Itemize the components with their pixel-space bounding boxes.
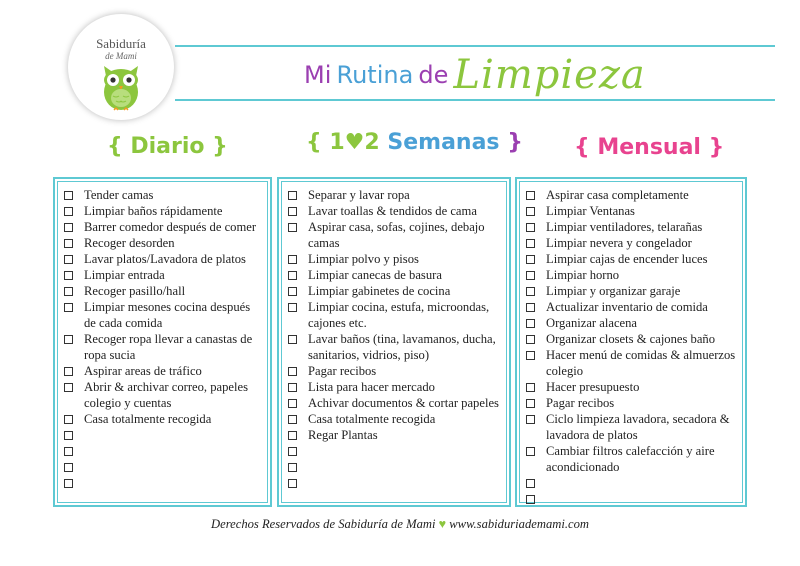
task-label: Limpiar nevera y congelador [546,236,692,250]
checkbox[interactable] [288,447,297,456]
task-item [288,379,502,395]
checkbox[interactable] [526,335,535,344]
task-item [526,219,738,235]
heading-number-2: 2 [364,130,380,155]
task-label: Lavar toallas & tendidos de cama [308,204,477,218]
checkbox[interactable] [526,319,535,328]
checkbox[interactable] [526,303,535,312]
checkbox[interactable] [64,207,73,216]
task-label: Lista para hacer mercado [308,380,435,394]
checkbox[interactable] [288,303,297,312]
logo-brand-subtext: de Mami [105,51,137,61]
task-label: Limpiar cocina, estufa, microondas, cajones etc. [308,300,490,330]
checkbox[interactable] [288,383,297,392]
task-label: Recoger ropa llevar a canastas de ropa sucia [84,332,253,362]
task-label: Limpiar canecas de basura [308,268,442,282]
task-item [288,363,502,379]
task-item [64,331,263,363]
task-label: Limpiar mesones cocina después de cada comida [84,300,251,330]
title-word-mi: Mi [304,61,332,89]
heading-text: Mensual [597,135,701,160]
task-list [520,182,742,507]
task-item [526,475,738,491]
heading-text: Semanas [387,130,500,155]
checkbox[interactable] [64,271,73,280]
header-top-line-left [175,45,270,47]
task-item [64,203,263,219]
checkbox[interactable] [64,447,73,456]
heart-icon: ♥ [438,517,447,531]
checkbox[interactable] [288,431,297,440]
task-label: Pagar recibos [308,364,377,378]
checkbox[interactable] [288,223,297,232]
checkbox[interactable] [288,271,297,280]
checkbox[interactable] [64,335,73,344]
checkbox[interactable] [64,383,73,392]
task-item [64,411,263,427]
task-label: Separar y lavar ropa [308,188,410,202]
task-item [526,395,738,411]
task-item [526,299,738,315]
checkbox[interactable] [64,479,73,488]
checklist-inner-border [57,181,268,503]
task-label: Limpiar cajas de encender luces [546,252,708,266]
task-item [526,443,738,475]
checkbox[interactable] [526,287,535,296]
checkbox[interactable] [526,271,535,280]
checkbox[interactable] [526,383,535,392]
task-label [84,428,87,442]
task-item [288,203,502,219]
task-item [64,443,263,459]
task-item [64,219,263,235]
task-item [526,411,738,443]
title-word-limpieza: Limpieza [453,52,646,98]
task-item [288,299,502,331]
task-item [64,283,263,299]
checklist-mensual [515,177,747,507]
task-item [526,251,738,267]
task-label: Limpiar entrada [84,268,165,282]
footer [0,517,800,532]
task-label: Hacer presupuesto [546,380,640,394]
task-item [526,187,738,203]
brace-open: { [574,135,590,160]
task-label: Limpiar Ventanas [546,204,635,218]
checkbox[interactable] [64,239,73,248]
checkbox[interactable] [288,399,297,408]
checkbox[interactable] [64,415,73,424]
task-label: Recoger pasillo/hall [84,284,186,298]
task-label: Limpiar y organizar garaje [546,284,681,298]
task-label: Hacer menú de comidas & almuerzos colegio [546,348,736,378]
checkbox[interactable] [526,495,535,504]
task-item [64,379,263,411]
task-item [288,459,502,475]
heading-text: Diario [130,134,205,159]
logo-badge [68,14,174,120]
task-label: Abrir & archivar correo, papeles colegio y cuentas [84,380,248,410]
task-item [288,475,502,491]
task-item [526,491,738,507]
brace-open: { [306,130,322,155]
task-label: Aspirar casa completamente [546,188,689,202]
checkbox[interactable] [288,207,297,216]
brace-open: { [107,134,123,159]
task-item [526,347,738,379]
task-item [288,187,502,203]
checkbox[interactable] [64,255,73,264]
checkbox[interactable] [526,399,535,408]
task-label: Lavar platos/Lavadora de platos [84,252,246,266]
task-item [526,267,738,283]
task-item [64,363,263,379]
task-item [64,475,263,491]
task-item [526,235,738,251]
brace-close: } [507,130,523,155]
footer-website: www.sabiduriademami.com [449,517,589,531]
checkbox[interactable] [64,303,73,312]
checkbox[interactable] [526,255,535,264]
task-item [288,219,502,251]
task-label: Organizar alacena [546,316,638,330]
checkbox[interactable] [64,223,73,232]
heading-mensual [574,135,724,160]
checkbox[interactable] [288,415,297,424]
task-label: Organizar closets & cajones baño [546,332,716,346]
task-label: Casa totalmente recogida [308,412,436,426]
owl-icon [98,60,144,112]
task-label [84,460,87,474]
checkbox[interactable] [64,367,73,376]
checklist-semanas [277,177,511,507]
brace-close: } [212,134,228,159]
checkbox[interactable] [288,255,297,264]
task-label [84,476,87,490]
checkbox[interactable] [526,479,535,488]
checkbox[interactable] [288,335,297,344]
heading-number-1: 1 [329,130,345,155]
task-item [64,459,263,475]
checkbox[interactable] [288,463,297,472]
task-label: Limpiar baños rápidamente [84,204,223,218]
checkbox[interactable] [526,223,535,232]
page-title [304,52,646,96]
task-label: Actualizar inventario de comida [546,300,708,314]
checkbox[interactable] [64,287,73,296]
checkbox[interactable] [526,351,535,360]
task-item [64,187,263,203]
task-item [64,299,263,331]
task-item [288,283,502,299]
task-item [64,267,263,283]
checklist-inner-border [519,181,743,503]
title-word-de: de [418,61,449,89]
task-label: Barrer comedor después de comer [84,220,257,234]
heading-semanas [306,130,523,155]
task-label: Pagar recibos [546,396,615,410]
task-item [288,427,502,443]
task-label: Casa totalmente recogida [84,412,212,426]
brace-close: } [708,135,725,160]
task-item [288,331,502,363]
task-item [64,235,263,251]
checkbox[interactable] [288,367,297,376]
task-label: Limpiar horno [546,268,620,282]
header-bottom-line [175,99,775,101]
task-label [84,444,87,458]
task-label: Tender camas [84,188,154,202]
task-list [58,182,267,491]
task-label: Recoger desorden [84,236,175,250]
logo-brand-text: Sabiduría [96,36,146,51]
checklist-diario [53,177,272,507]
header-top-line-right [270,45,775,47]
checkbox[interactable] [288,191,297,200]
heart-icon: ♥ [344,130,365,155]
task-label: Achivar documentos & cortar papeles [308,396,499,410]
task-label: Regar Plantas [308,428,378,442]
task-label [308,476,311,490]
task-item [64,427,263,443]
heading-diario [107,134,228,159]
task-item [526,283,738,299]
task-label [546,492,549,506]
checkbox[interactable] [526,207,535,216]
task-label: Aspirar areas de tráfico [84,364,202,378]
checkbox[interactable] [526,415,535,424]
task-label: Lavar baños (tina, lavamanos, ducha, sanitarios, vidrios, piso) [308,332,496,362]
task-item [526,315,738,331]
task-item [526,331,738,347]
task-item [288,443,502,459]
footer-copyright: Derechos Reservados de Sabiduría de Mami [211,517,436,531]
task-label: Cambiar filtros calefacción y aire acondicionado [546,444,715,474]
checkbox[interactable] [64,191,73,200]
checkbox[interactable] [64,431,73,440]
task-label [308,444,311,458]
task-label [546,476,549,490]
checkbox[interactable] [526,191,535,200]
task-label: Limpiar polvo y pisos [308,252,419,266]
task-item [64,251,263,267]
task-label: Aspirar casa, sofas, cojines, debajo camas [308,220,485,250]
task-label: Limpiar ventiladores, telarañas [546,220,703,234]
task-list [282,182,506,491]
checkbox[interactable] [526,447,535,456]
task-label [308,460,311,474]
task-label: Ciclo limpieza lavadora, secadora & lavadora de platos [546,412,730,442]
task-item [288,251,502,267]
task-item [288,267,502,283]
checkbox[interactable] [288,479,297,488]
task-label: Limpiar gabinetes de cocina [308,284,451,298]
task-item [526,379,738,395]
checklist-inner-border [281,181,507,503]
task-item [288,411,502,427]
task-item [526,203,738,219]
checkbox[interactable] [526,239,535,248]
checkbox[interactable] [64,463,73,472]
task-item [288,395,502,411]
checkbox[interactable] [288,287,297,296]
title-word-rutina: Rutina [336,61,414,89]
